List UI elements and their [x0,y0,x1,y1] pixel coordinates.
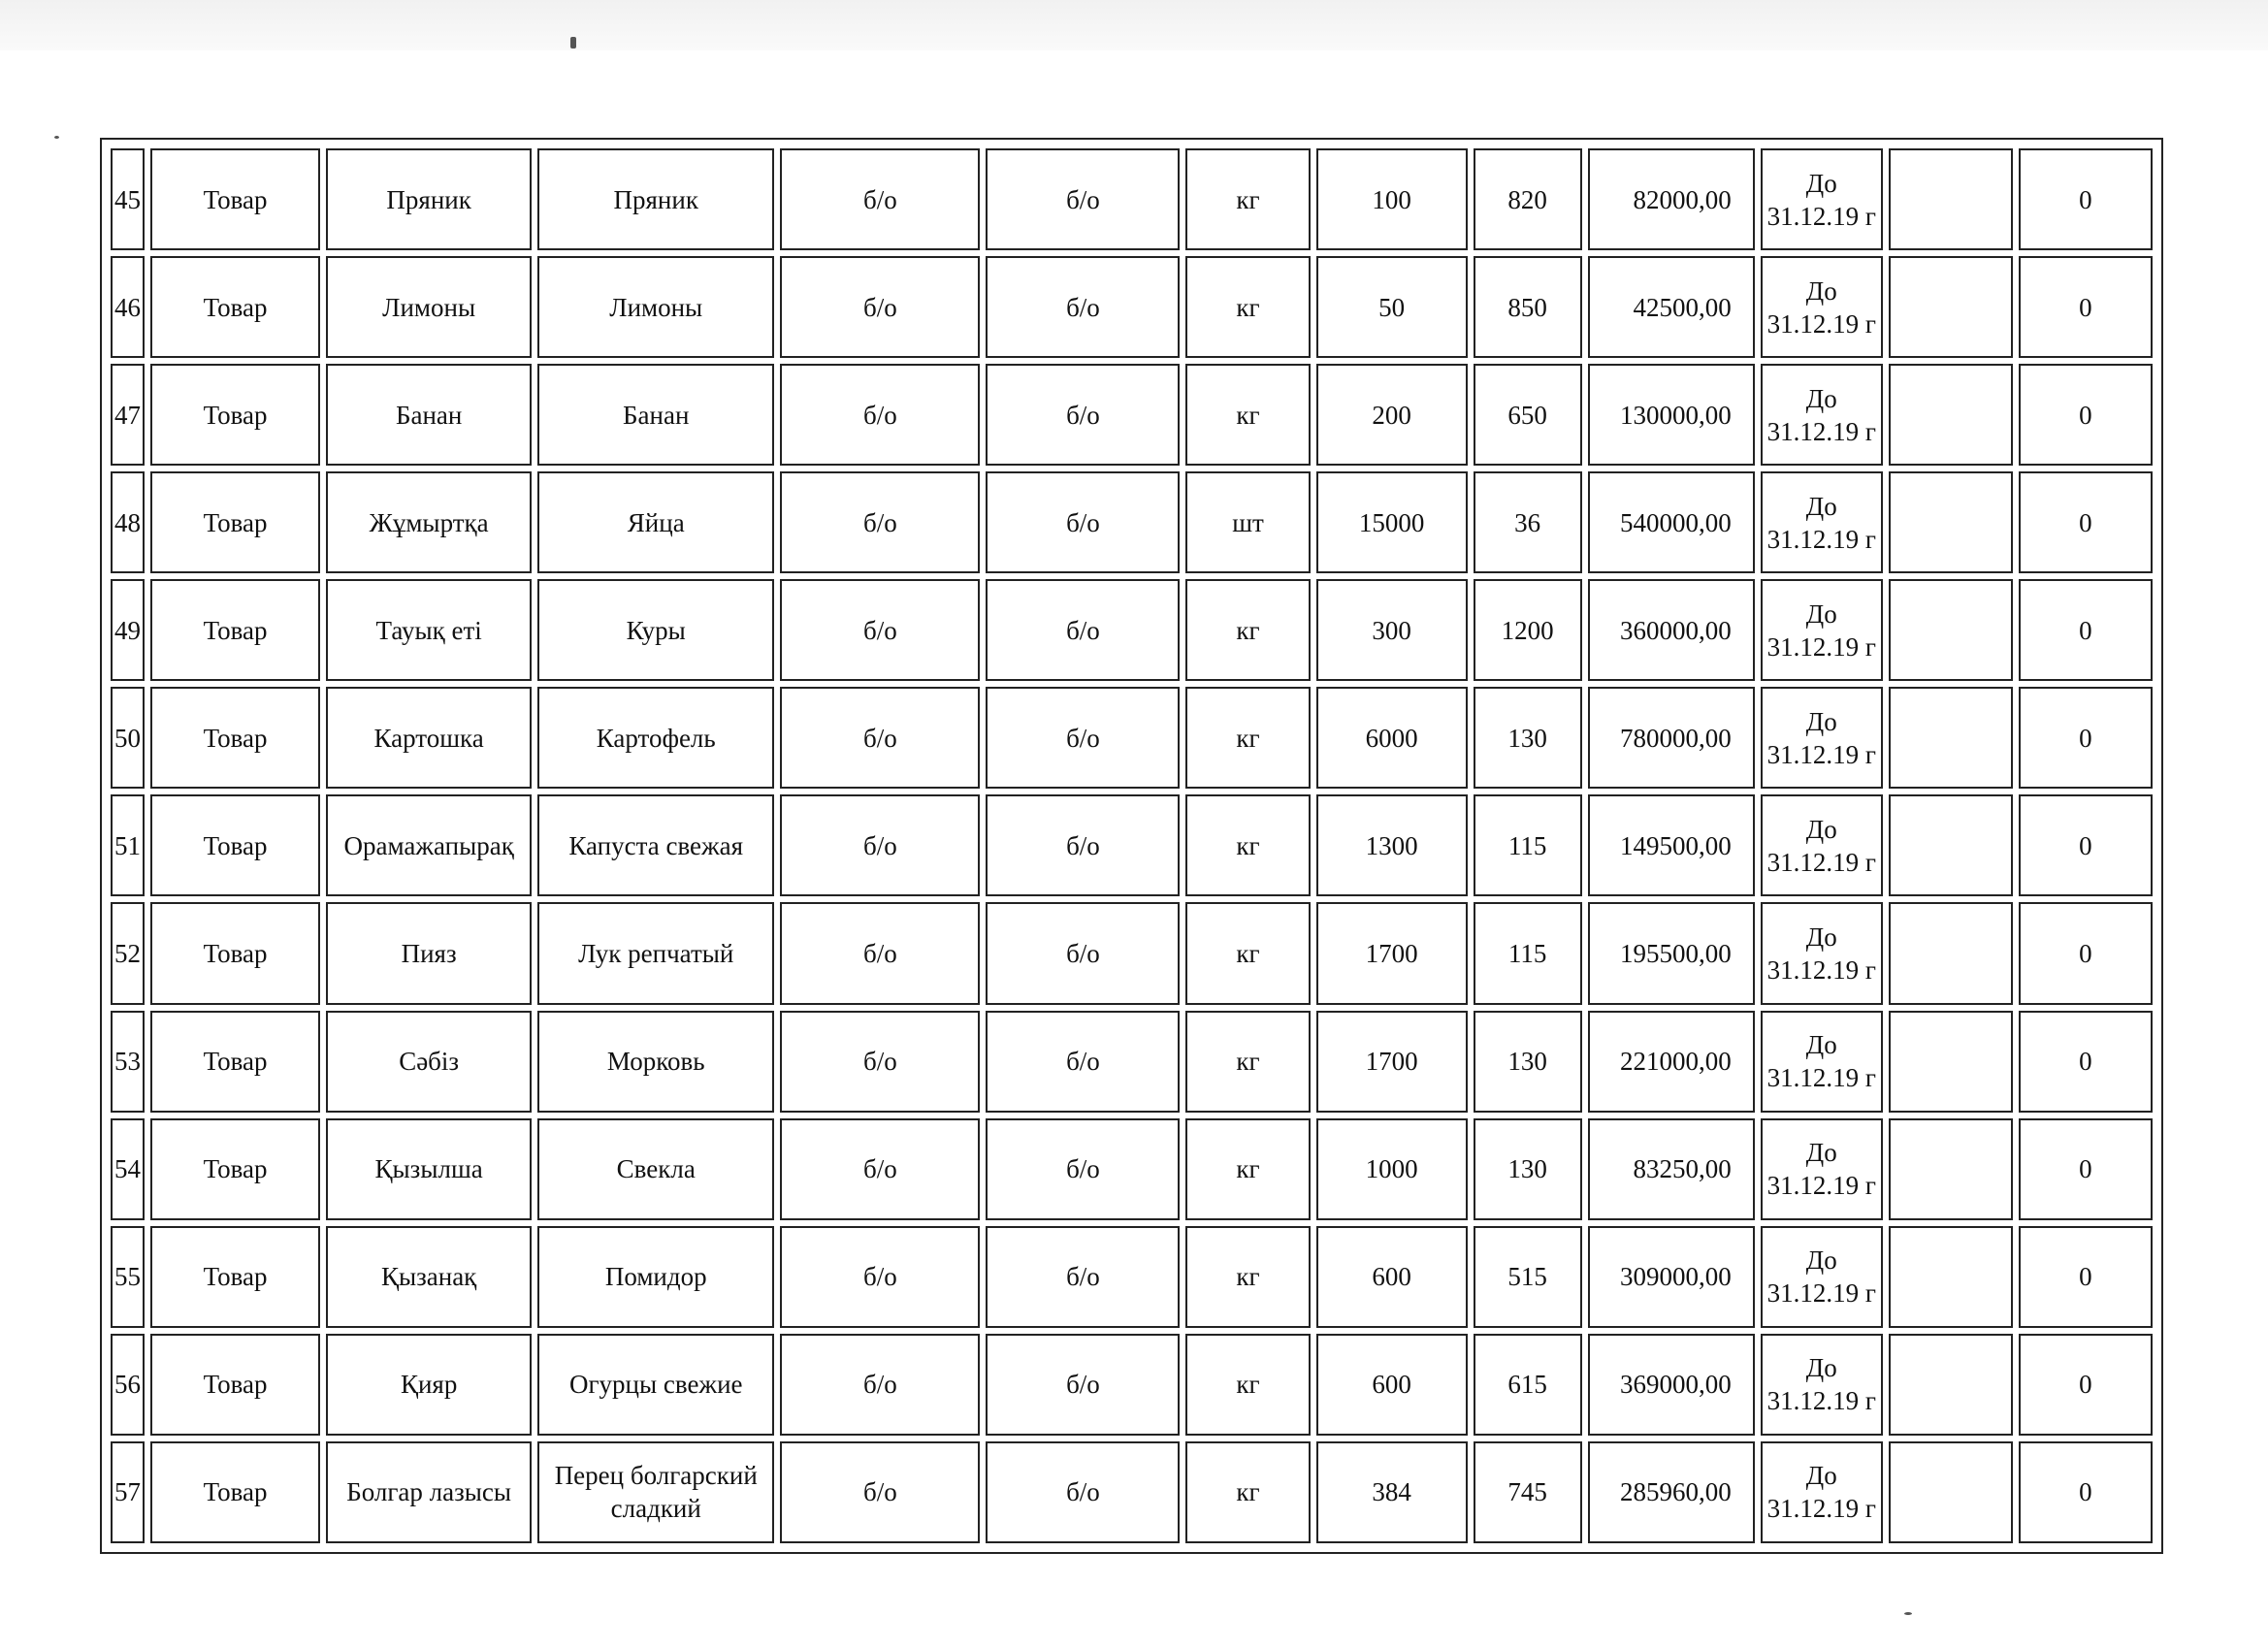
item-type-cell: Товар [150,471,320,573]
column-12-cell [1889,1226,2013,1328]
row-number-cell: 57 [111,1441,145,1543]
column-12-cell [1889,364,2013,466]
quantity-cell: 50 [1316,256,1468,358]
name-kazakh-cell: Жұмыртқа [326,471,532,573]
name-kazakh-cell: Банан [326,364,532,466]
column-12-cell [1889,794,2013,896]
unit-cell: шт [1185,471,1310,573]
column-6-cell: б/о [986,471,1180,573]
delivery-term-cell: До 31.12.19 г [1761,471,1883,573]
delivery-term-cell: До 31.12.19 г [1761,579,1883,681]
column-13-cell: 0 [2019,902,2153,1004]
delivery-term-cell: До 31.12.19 г [1761,1011,1883,1113]
unit-cell: кг [1185,1334,1310,1436]
delivery-term-cell: До 31.12.19 г [1761,256,1883,358]
row-number-cell: 54 [111,1118,145,1220]
row-number-cell: 56 [111,1334,145,1436]
delivery-term-cell: До 31.12.19 г [1761,1226,1883,1328]
column-13-cell: 0 [2019,1334,2153,1436]
item-type-cell: Товар [150,1118,320,1220]
table-row [111,471,2153,573]
delivery-term-cell: До 31.12.19 г [1761,687,1883,789]
row-number-cell: 51 [111,794,145,896]
column-5-cell: б/о [780,1441,980,1543]
unit-cell: кг [1185,687,1310,789]
name-russian-cell: Картофель [537,687,774,789]
delivery-term-cell: До 31.12.19 г [1761,1118,1883,1220]
scan-speck [1904,1612,1912,1615]
table-row [111,148,2153,250]
unit-cell: кг [1185,1441,1310,1543]
column-6-cell: б/о [986,1334,1180,1436]
name-kazakh-cell: Пияз [326,902,532,1004]
unit-cell: кг [1185,579,1310,681]
column-6-cell: б/о [986,794,1180,896]
column-12-cell [1889,579,2013,681]
name-kazakh-cell: Пряник [326,148,532,250]
sum-cell: 42500,00 [1588,256,1755,358]
name-kazakh-cell: Орамажапырақ [326,794,532,896]
unit-cell: кг [1185,794,1310,896]
column-5-cell: б/о [780,1226,980,1328]
item-type-cell: Товар [150,148,320,250]
item-type-cell: Товар [150,256,320,358]
column-6-cell: б/о [986,902,1180,1004]
column-13-cell: 0 [2019,256,2153,358]
sum-cell: 540000,00 [1588,471,1755,573]
table-row [111,1226,2153,1328]
name-kazakh-cell: Қызылша [326,1118,532,1220]
column-5-cell: б/о [780,1334,980,1436]
quantity-cell: 300 [1316,579,1468,681]
column-12-cell [1889,1334,2013,1436]
sum-cell: 221000,00 [1588,1011,1755,1113]
sum-cell: 130000,00 [1588,364,1755,466]
row-number-cell: 49 [111,579,145,681]
column-12-cell [1889,256,2013,358]
column-5-cell: б/о [780,794,980,896]
name-russian-cell: Свекла [537,1118,774,1220]
column-13-cell: 0 [2019,1441,2153,1543]
table-row [111,364,2153,466]
table-row [111,794,2153,896]
column-13-cell: 0 [2019,148,2153,250]
price-cell: 650 [1474,364,1582,466]
name-kazakh-cell: Сәбіз [326,1011,532,1113]
column-6-cell: б/о [986,256,1180,358]
name-russian-cell: Капуста свежая [537,794,774,896]
quantity-cell: 600 [1316,1334,1468,1436]
name-kazakh-cell: Картошка [326,687,532,789]
item-type-cell: Товар [150,1226,320,1328]
column-6-cell: б/о [986,1441,1180,1543]
name-russian-cell: Пряник [537,148,774,250]
name-russian-cell: Огурцы свежие [537,1334,774,1436]
column-13-cell: 0 [2019,1118,2153,1220]
column-13-cell: 0 [2019,687,2153,789]
column-6-cell: б/о [986,148,1180,250]
delivery-term-cell: До 31.12.19 г [1761,1334,1883,1436]
procurement-table-frame [100,138,2163,1554]
table-row [111,1011,2153,1113]
row-number-cell: 45 [111,148,145,250]
name-kazakh-cell: Қияр [326,1334,532,1436]
price-cell: 745 [1474,1441,1582,1543]
item-type-cell: Товар [150,1334,320,1436]
item-type-cell: Товар [150,364,320,466]
row-number-cell: 53 [111,1011,145,1113]
column-12-cell [1889,471,2013,573]
item-type-cell: Товар [150,902,320,1004]
quantity-cell: 200 [1316,364,1468,466]
column-12-cell [1889,902,2013,1004]
quantity-cell: 1000 [1316,1118,1468,1220]
item-type-cell: Товар [150,794,320,896]
table-row [111,256,2153,358]
name-russian-cell: Перец болгарский сладкий [537,1441,774,1543]
table-row [111,687,2153,789]
column-5-cell: б/о [780,1118,980,1220]
column-6-cell: б/о [986,1011,1180,1113]
sum-cell: 780000,00 [1588,687,1755,789]
price-cell: 850 [1474,256,1582,358]
sum-cell: 285960,00 [1588,1441,1755,1543]
procurement-table [105,143,2158,1549]
sum-cell: 149500,00 [1588,794,1755,896]
table-row [111,579,2153,681]
column-13-cell: 0 [2019,364,2153,466]
quantity-cell: 384 [1316,1441,1468,1543]
delivery-term-cell: До 31.12.19 г [1761,794,1883,896]
unit-cell: кг [1185,1226,1310,1328]
unit-cell: кг [1185,1118,1310,1220]
column-12-cell [1889,1118,2013,1220]
table-body [111,148,2153,1543]
quantity-cell: 1300 [1316,794,1468,896]
scan-speck [54,136,59,139]
sum-cell: 83250,00 [1588,1118,1755,1220]
column-6-cell: б/о [986,1226,1180,1328]
delivery-term-cell: До 31.12.19 г [1761,364,1883,466]
name-russian-cell: Лимоны [537,256,774,358]
name-kazakh-cell: Лимоны [326,256,532,358]
price-cell: 615 [1474,1334,1582,1436]
name-russian-cell: Помидор [537,1226,774,1328]
column-13-cell: 0 [2019,1011,2153,1113]
quantity-cell: 6000 [1316,687,1468,789]
quantity-cell: 1700 [1316,1011,1468,1113]
unit-cell: кг [1185,902,1310,1004]
price-cell: 130 [1474,687,1582,789]
column-6-cell: б/о [986,579,1180,681]
unit-cell: кг [1185,1011,1310,1113]
quantity-cell: 1700 [1316,902,1468,1004]
column-13-cell: 0 [2019,1226,2153,1328]
table-row [111,902,2153,1004]
name-kazakh-cell: Болгар лазысы [326,1441,532,1543]
name-kazakh-cell: Тауық еті [326,579,532,681]
sum-cell: 195500,00 [1588,902,1755,1004]
column-5-cell: б/о [780,579,980,681]
unit-cell: кг [1185,148,1310,250]
price-cell: 115 [1474,794,1582,896]
item-type-cell: Товар [150,579,320,681]
table-row [111,1334,2153,1436]
sum-cell: 309000,00 [1588,1226,1755,1328]
column-13-cell: 0 [2019,579,2153,681]
row-number-cell: 52 [111,902,145,1004]
name-russian-cell: Банан [537,364,774,466]
row-number-cell: 50 [111,687,145,789]
column-5-cell: б/о [780,471,980,573]
item-type-cell: Товар [150,687,320,789]
row-number-cell: 47 [111,364,145,466]
price-cell: 130 [1474,1118,1582,1220]
sum-cell: 360000,00 [1588,579,1755,681]
column-6-cell: б/о [986,1118,1180,1220]
scan-speck [570,37,576,48]
column-5-cell: б/о [780,256,980,358]
price-cell: 36 [1474,471,1582,573]
item-type-cell: Товар [150,1011,320,1113]
row-number-cell: 48 [111,471,145,573]
price-cell: 515 [1474,1226,1582,1328]
table-row [111,1441,2153,1543]
name-russian-cell: Яйца [537,471,774,573]
delivery-term-cell: До 31.12.19 г [1761,902,1883,1004]
name-russian-cell: Лук репчатый [537,902,774,1004]
column-13-cell: 0 [2019,471,2153,573]
quantity-cell: 600 [1316,1226,1468,1328]
scan-top-edge [0,0,2268,50]
price-cell: 820 [1474,148,1582,250]
sum-cell: 82000,00 [1588,148,1755,250]
column-12-cell [1889,687,2013,789]
delivery-term-cell: До 31.12.19 г [1761,148,1883,250]
table-row [111,1118,2153,1220]
unit-cell: кг [1185,256,1310,358]
item-type-cell: Товар [150,1441,320,1543]
row-number-cell: 46 [111,256,145,358]
column-5-cell: б/о [780,148,980,250]
delivery-term-cell: До 31.12.19 г [1761,1441,1883,1543]
column-5-cell: б/о [780,687,980,789]
price-cell: 130 [1474,1011,1582,1113]
column-6-cell: б/о [986,687,1180,789]
row-number-cell: 55 [111,1226,145,1328]
name-kazakh-cell: Қызанақ [326,1226,532,1328]
price-cell: 115 [1474,902,1582,1004]
price-cell: 1200 [1474,579,1582,681]
name-russian-cell: Морковь [537,1011,774,1113]
sum-cell: 369000,00 [1588,1334,1755,1436]
column-5-cell: б/о [780,902,980,1004]
column-12-cell [1889,148,2013,250]
unit-cell: кг [1185,364,1310,466]
quantity-cell: 15000 [1316,471,1468,573]
column-5-cell: б/о [780,364,980,466]
column-12-cell [1889,1441,2013,1543]
column-12-cell [1889,1011,2013,1113]
column-5-cell: б/о [780,1011,980,1113]
quantity-cell: 100 [1316,148,1468,250]
column-13-cell: 0 [2019,794,2153,896]
name-russian-cell: Куры [537,579,774,681]
column-6-cell: б/о [986,364,1180,466]
